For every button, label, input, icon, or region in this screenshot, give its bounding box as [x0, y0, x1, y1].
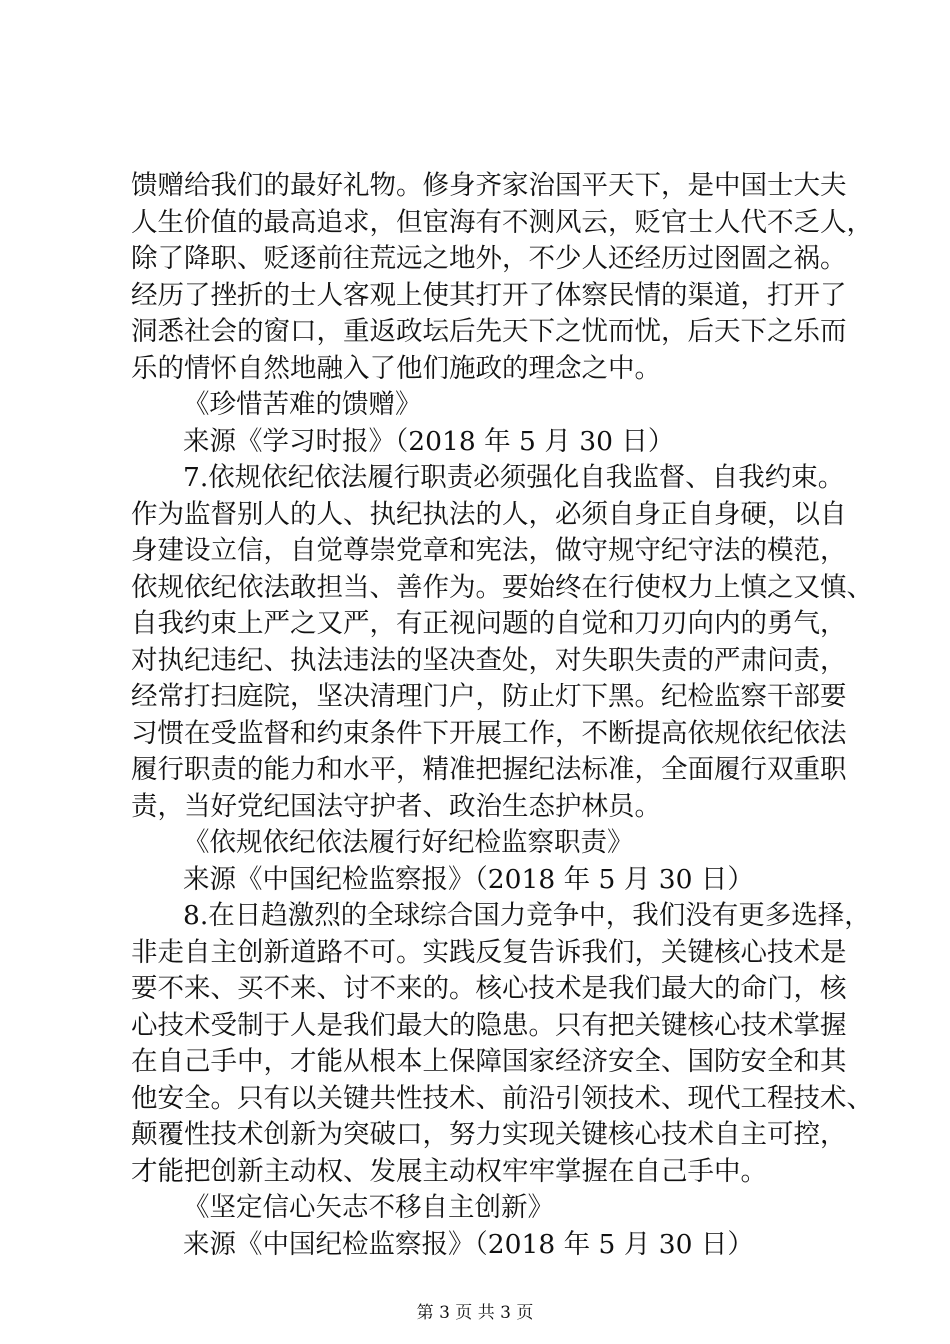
article-source: 来源《学习时报》（2018 年 5 月 30 日） — [183, 425, 675, 457]
text-line: 经常打扫庭院，坚决清理门户，防止灯下黑。纪检监察干部要 — [131, 681, 847, 712]
text-line: 他安全。只有以关键共性技术、前沿引领技术、现代工程技术、 — [131, 1082, 873, 1114]
text-line: 除了降职、贬逐前往荒远之地外，不少人还经历过囹圄之祸。 — [131, 243, 847, 274]
text-line: 人生价值的最高追求，但宦海有不测风云，贬官士人代不乏人， — [131, 206, 873, 238]
text-line: 作为监督别人的人、执纪执法的人，必须自身正自身硬，以自 — [131, 498, 847, 530]
text-line: 依规依纪依法敢担当、善作为。要始终在行使权力上慎之又慎、 — [131, 571, 873, 603]
text-line: 自我约束上严之又严，有正视问题的自觉和刀刃向内的勇气， — [131, 608, 847, 639]
text-line: 颠覆性技术创新为突破口，努力实现关键核心技术自主可控， — [131, 1119, 847, 1150]
text-line: 非走自主创新道路不可。实践反复告诉我们，关键核心技术是 — [131, 936, 847, 968]
text-line: 洞悉社会的窗口，重返政坛后先天下之忧而忧，后天下之乐而 — [131, 316, 847, 347]
text-line: 7.依规依纪依法履行职责必须强化自我监督、自我约束。 — [183, 462, 845, 493]
article-title: 《坚定信心矢志不移自主创新》 — [183, 1192, 554, 1223]
text-line: 履行职责的能力和水平，精准把握纪法标准，全面履行双重职 — [131, 754, 847, 785]
text-line: 习惯在受监督和约束条件下开展工作，不断提高依规依纪依法 — [131, 717, 847, 749]
text-line: 心技术受制于人是我们最大的隐患。只有把关键核心技术掌握 — [131, 1009, 847, 1041]
article-title: 《珍惜苦难的馈赠》 — [183, 389, 422, 420]
text-line: 乐的情怀自然地融入了他们施政的理念之中。 — [131, 352, 661, 384]
text-line: 身建设立信，自觉尊崇党章和宪法，做守规守纪守法的模范， — [131, 535, 847, 566]
text-line: 才能把创新主动权、发展主动权牢牢掌握在自己手中。 — [131, 1155, 767, 1187]
text-line: 对执纪违纪、执法违法的坚决查处，对失职失责的严肃问责， — [131, 644, 847, 676]
article-title: 《依规依纪依法履行好纪检监察职责》 — [183, 827, 634, 858]
text-line: 经历了挫折的士人客观上使其打开了体察民情的渠道，打开了 — [131, 279, 847, 311]
text-line: 馈赠给我们的最好礼物。修身齐家治国平天下，是中国士大夫 — [131, 170, 847, 201]
text-line: 要不来、买不来、讨不来的。核心技术是我们最大的命门，核 — [131, 973, 847, 1004]
article-source: 来源《中国纪检监察报》（2018 年 5 月 30 日） — [183, 863, 754, 895]
document-body — [131, 168, 873, 1263]
page-footer: 第 3 页 共 3 页 — [416, 1303, 534, 1323]
text-line: 在自己手中，才能从根本上保障国家经济安全、国防安全和其 — [131, 1046, 847, 1077]
article-source: 来源《中国纪检监察报》（2018 年 5 月 30 日） — [183, 1228, 754, 1260]
text-line: 8.在日趋激烈的全球综合国力竞争中，我们没有更多选择， — [183, 900, 871, 931]
text-line: 责，当好党纪国法守护者、政治生态护林员。 — [131, 790, 661, 822]
